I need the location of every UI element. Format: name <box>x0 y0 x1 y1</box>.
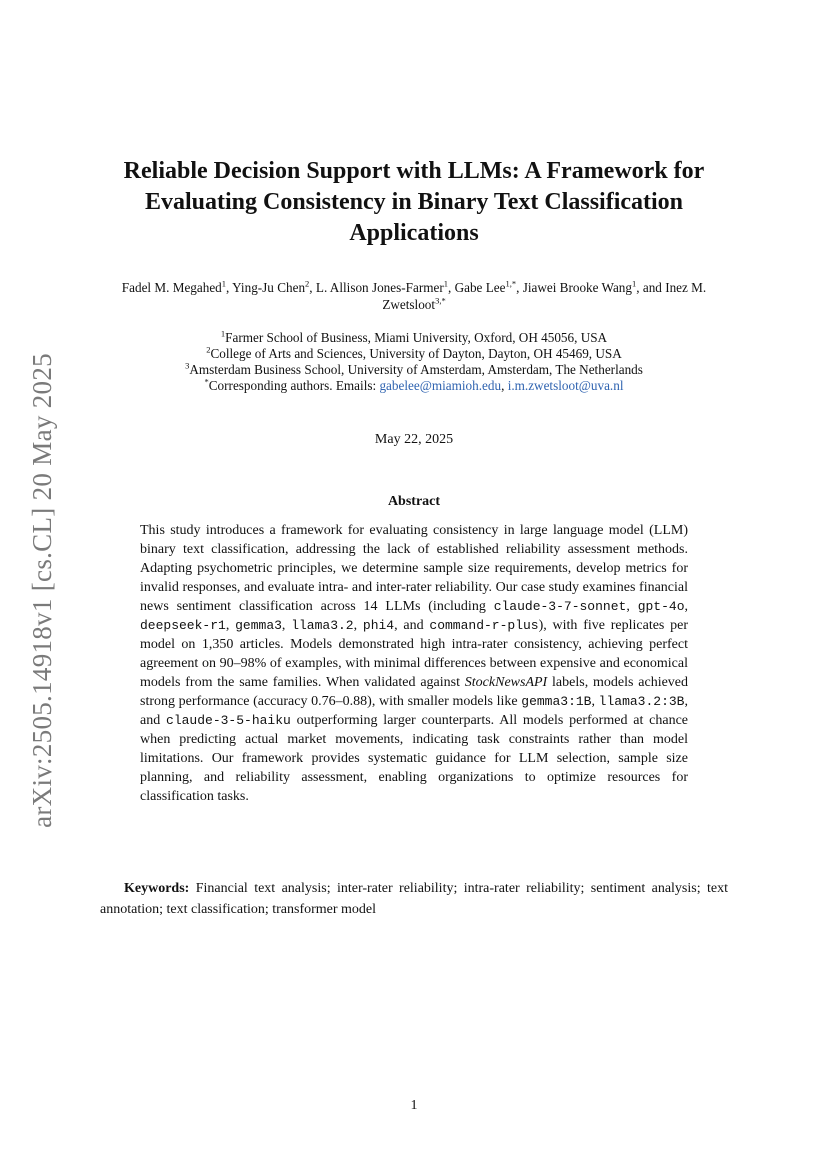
model-name: claude-3-7-sonnet <box>493 599 627 614</box>
abstract-text: , <box>353 618 363 633</box>
author-separator: , <box>309 280 316 295</box>
arxiv-identifier-stamp <box>22 340 62 840</box>
author-separator: , <box>226 280 233 295</box>
abstract-text: , <box>225 618 236 633</box>
author-list <box>100 279 728 313</box>
author-separator: , <box>516 280 523 295</box>
author-affiliation-marker: 2 <box>305 278 310 289</box>
affiliation <box>100 362 728 378</box>
author-affiliation-marker: 1 <box>221 278 227 289</box>
affiliation <box>100 330 728 346</box>
abstract-text: , <box>684 599 688 614</box>
affiliation-marker: 2 <box>206 344 211 355</box>
author-affiliation-marker: 1 <box>632 278 637 289</box>
abstract-text: , and <box>394 618 430 633</box>
affiliation-text: Farmer School of Business, Miami University, Oxford, OH 45056, USA <box>225 330 608 345</box>
model-name: gpt-4o <box>637 599 685 614</box>
model-name: gemma3:1B <box>521 694 592 709</box>
author-affiliation-marker: 3,* <box>435 295 446 306</box>
email-link-gabelee[interactable]: gabelee@miamioh.edu <box>379 378 502 393</box>
abstract-text: , <box>626 599 638 614</box>
corresponding-authors <box>100 378 728 394</box>
model-name: deepseek-r1 <box>140 618 226 633</box>
keywords-label: Keywords: <box>124 881 190 896</box>
page-number: 1 <box>410 1098 418 1113</box>
abstract-text: labels, models achieved strong performance (accuracy 0.76–0.88), with smaller models like <box>140 675 689 709</box>
paper-title: Reliable Decision Support with LLMs: A Framework for Evaluating Consistency in Binary Text Classification Applications <box>123 158 705 246</box>
author-name: Gabe Lee <box>454 280 506 295</box>
author-affiliation-marker: 1 <box>443 278 448 289</box>
author-affiliation-marker: 1,* <box>505 278 517 289</box>
author-name: Inez M. Zwetsloot <box>382 280 707 312</box>
corresponding-marker: * <box>204 376 209 387</box>
email-link-zwetsloot[interactable]: i.m.zwetsloot@uva.nl <box>507 378 624 393</box>
corresponding-label: Corresponding authors. Emails: <box>208 378 380 393</box>
affiliation <box>100 346 728 362</box>
affiliation-text: College of Arts and Sciences, University of Dayton, Dayton, OH 45469, USA <box>210 346 622 361</box>
paper-date: May 22, 2025 <box>374 432 454 447</box>
model-name: command-r-plus <box>429 618 539 633</box>
emphasis-text: StockNewsAPI <box>464 675 548 690</box>
abstract-text: ), with five replicates per model on 1,350 articles. Models demonstrated high intra-rater consistency, achieving perfect agreement on 90–98% of examples, with minimal differences between expensive and economical models from the same families. When validated against <box>140 618 689 690</box>
model-name: llama3.2 <box>291 618 354 633</box>
email-separator: , <box>501 378 508 393</box>
author-separator: , <box>447 280 455 295</box>
author-name: Fadel M. Megahed <box>121 280 222 295</box>
model-name: phi4 <box>362 618 395 633</box>
affiliation-text: Amsterdam Business School, University of Amsterdam, Amsterdam, The Netherlands <box>189 362 643 377</box>
abstract-text: This study introduces a framework for evaluating consistency in large language model (LLM) binary text classification, addressing the lack of established reliability assessment methods. Adapting psychometric principles, we determine sample size requirements, develop metrics for invalid responses, and evaluate intra- and inter-rater reliability. Our case study examines financial news sentiment classification across 14 LLMs (including <box>140 523 688 614</box>
keywords-paragraph <box>100 878 728 920</box>
affiliations <box>100 330 728 394</box>
abstract-text: outperforming larger counterparts. All models performed at chance when predicting actual market movements, indicating task constraints rather than model limitations. Our framework provides systematic guidance for LLM selection, sample size planning, and reliability assessment, enabling organizations to optimize resources for classification tasks. <box>140 713 688 804</box>
model-name: claude-3-5-haiku <box>166 713 291 728</box>
arxiv-identifier-text: arXiv:2505.14918v1 [cs.CL] 20 May 2025 <box>26 352 57 828</box>
affiliation-marker: 3 <box>185 360 190 371</box>
abstract-heading: Abstract <box>387 494 441 509</box>
keywords-text: Financial text analysis; inter-rater reliability; intra-rater reliability; sentiment analysis; text annotation; text classification; transformer model <box>100 881 728 917</box>
author-separator: , and <box>636 280 666 295</box>
abstract-text: , <box>281 618 292 633</box>
author-name: Jiawei Brooke Wang <box>522 280 632 295</box>
model-name: llama3.2:3B <box>598 694 685 709</box>
abstract-text: , <box>591 694 599 709</box>
abstract-text: , and <box>140 694 688 728</box>
affiliation-marker: 1 <box>220 328 226 339</box>
author-name: Ying-Ju Chen <box>232 280 306 295</box>
author-name: L. Allison Jones-Farmer <box>315 280 444 295</box>
abstract-body <box>140 521 688 806</box>
model-name: gemma3 <box>235 618 282 633</box>
